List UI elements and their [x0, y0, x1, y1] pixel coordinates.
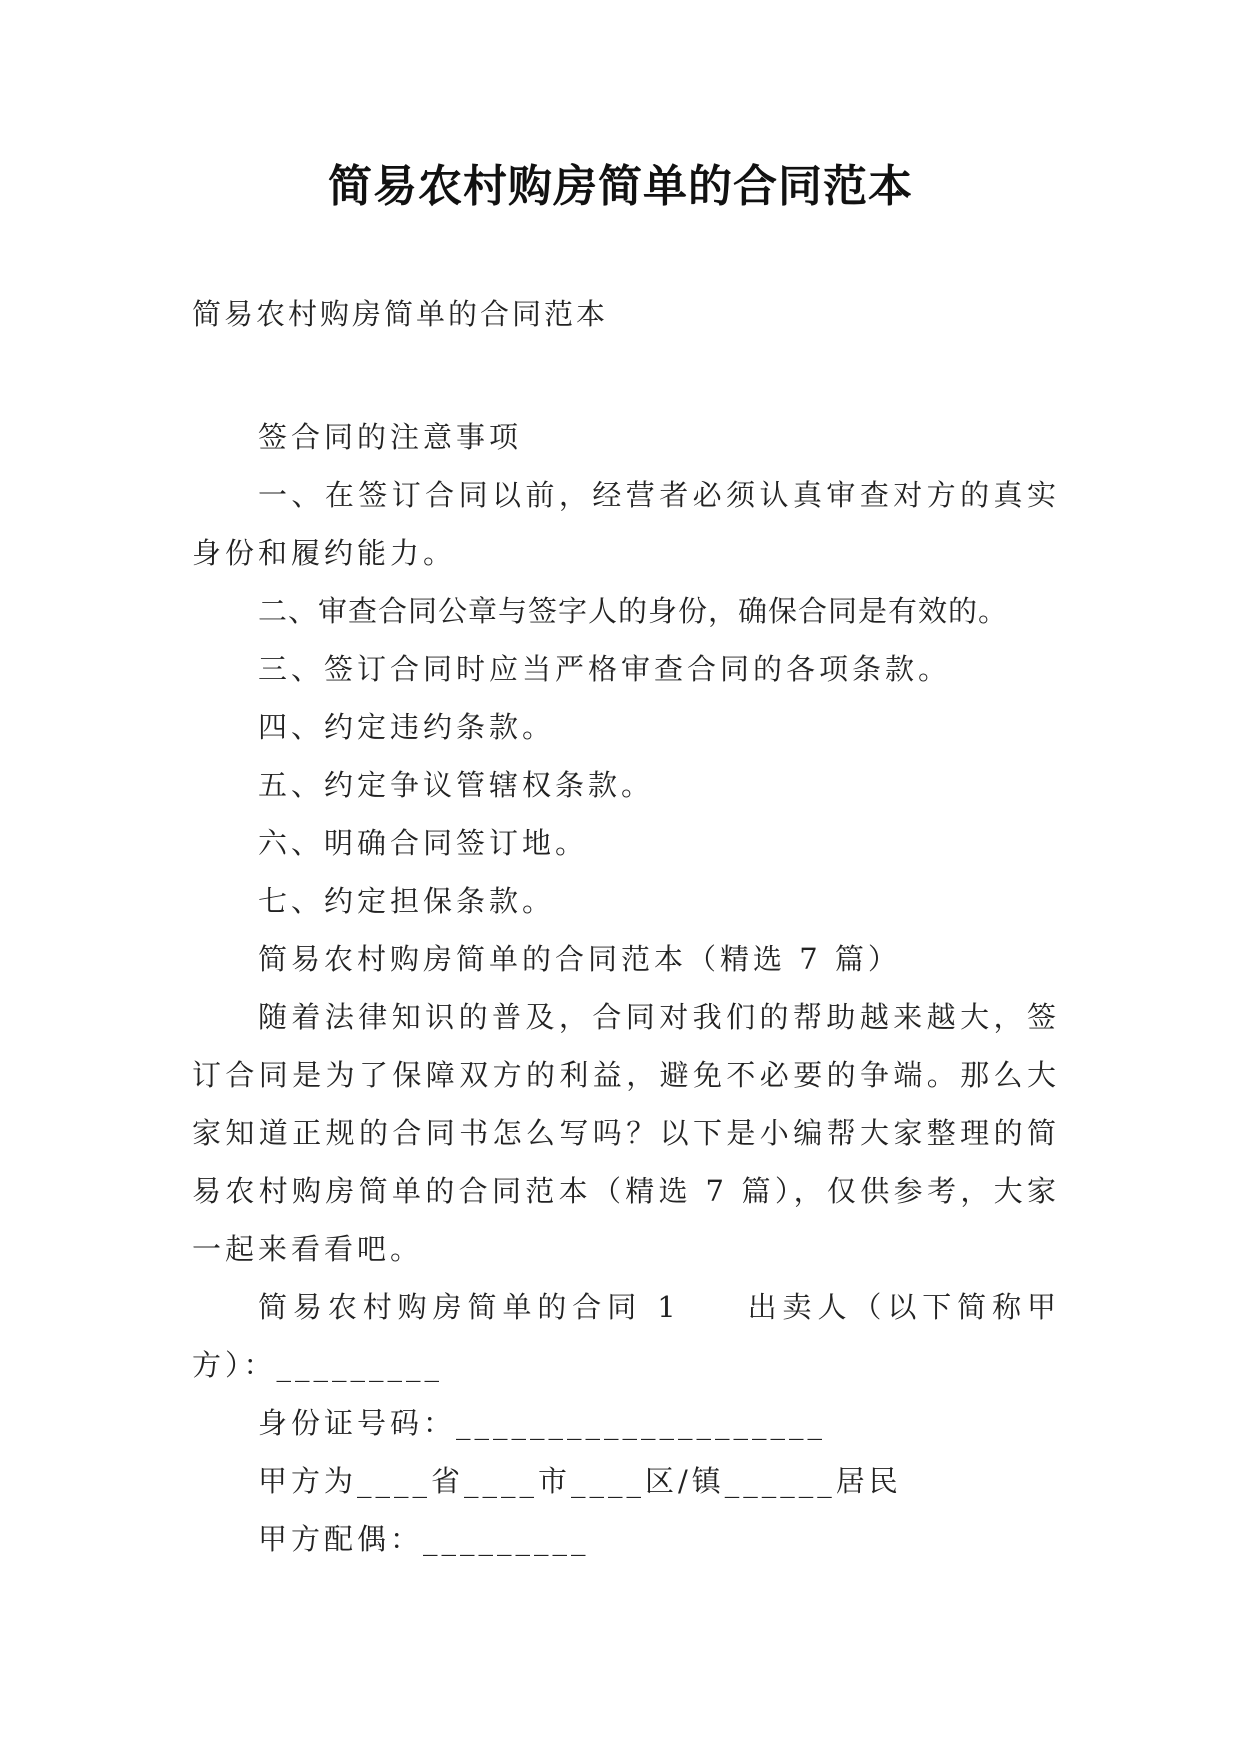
note-item: 四、约定违约条款。	[258, 710, 556, 744]
collection-heading: 简易农村购房简单的合同范本（精选 7 篇）	[258, 942, 901, 976]
contract1-opening	[192, 1278, 1060, 1394]
notes-heading: 签合同的注意事项	[258, 420, 523, 454]
document-title: 简易农村购房简单的合同范本	[328, 161, 913, 212]
note-item: 七、约定担保条款。	[258, 884, 556, 918]
note-item: 六、明确合同签订地。	[258, 826, 589, 860]
contract1-seller-field: 出卖人（以下简称甲方）：_________	[192, 1290, 1060, 1382]
contract1-heading: 简易农村购房简单的合同 1	[258, 1290, 680, 1324]
spouse-field: 甲方配偶：_________	[258, 1522, 590, 1556]
document-subtitle: 简易农村购房简单的合同范本	[192, 297, 609, 331]
residence-field: 甲方为____省____市____区/镇______居民	[258, 1464, 902, 1498]
intro-paragraph: 随着法律知识的普及，合同对我们的帮助越来越大，签订合同是为了保障双方的利益，避免不必要的争端。那么大家知道正规的合同书怎么写吗？以下是小编帮大家整理的简易农村购房简单的合同范本（精选 7 篇），仅供参考，大家一起来看看吧。	[192, 1000, 1060, 1266]
document-body	[192, 408, 1060, 1568]
note-item: 三、签订合同时应当严格审查合同的各项条款。	[258, 652, 952, 686]
note-item: 五、约定争议管辖权条款。	[258, 768, 655, 802]
id-number-field: 身份证号码：____________________	[258, 1406, 827, 1440]
note-item: 二、审查合同公章与签字人的身份，确保合同是有效的。	[258, 594, 1009, 628]
note-item: 一、在签订合同以前，经营者必须认真审查对方的真实身份和履约能力。	[192, 478, 1060, 570]
